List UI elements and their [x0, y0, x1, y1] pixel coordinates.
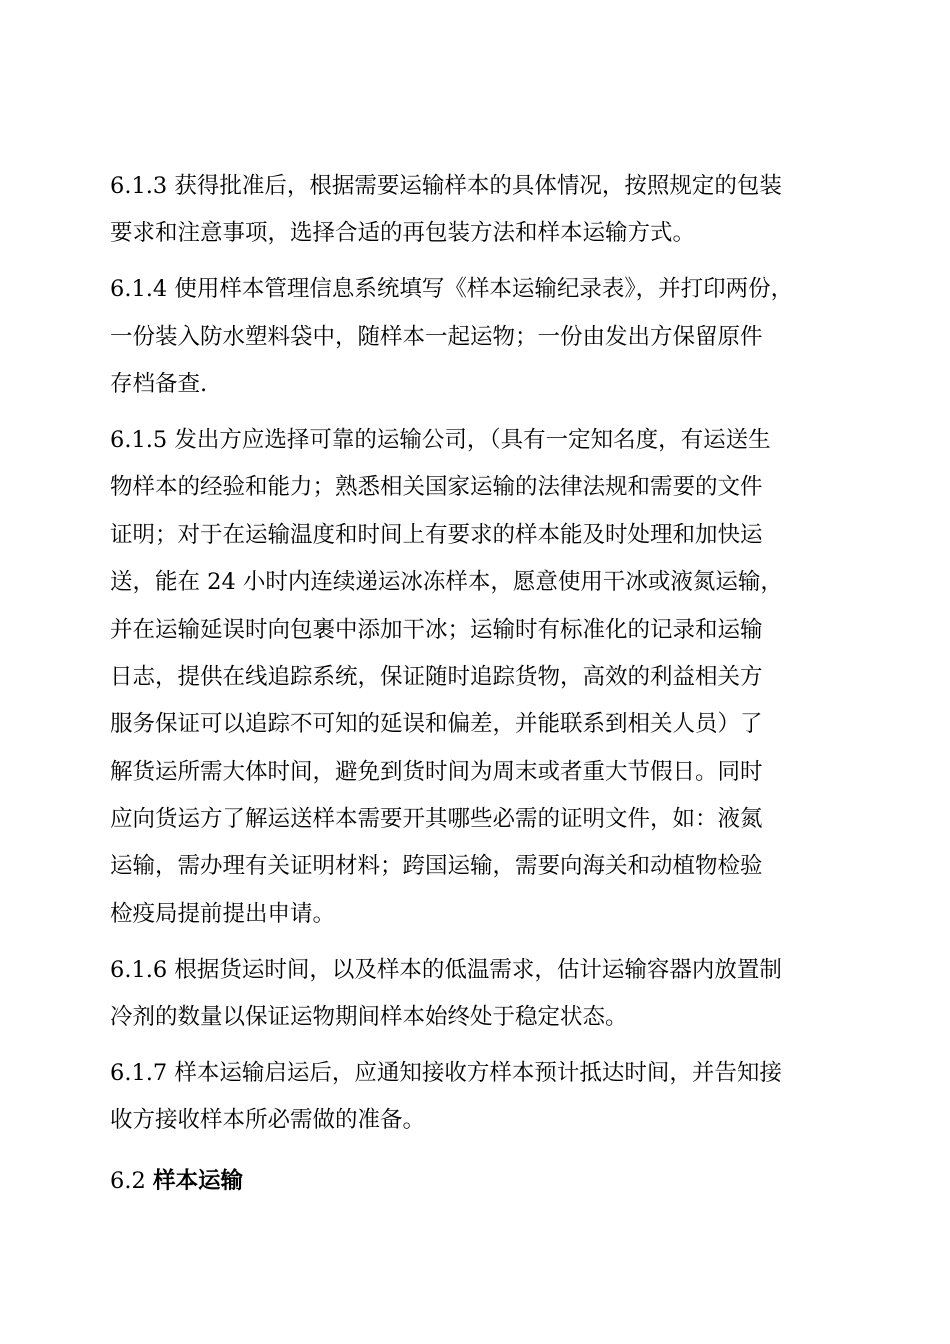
paragraph-6-1-7: [110, 1050, 840, 1145]
document-body: [110, 163, 840, 1206]
section-title: 样本运输: [152, 1168, 243, 1195]
text-line: 存档备查.: [110, 371, 208, 398]
text-line: 6.1.5 发出方应选择可靠的运输公司，（具有一定知名度，有运送生: [110, 426, 771, 453]
section-number: 6.2: [110, 1168, 146, 1195]
text-line: 解货运所需大体时间，避免到货时间为周末或者重大节假日。同时: [110, 758, 763, 785]
text-line: 要求和注意事项，选择合适的再包装方法和样本运输方式。: [110, 220, 696, 247]
text-line: 物样本的经验和能力；熟悉相关国家运输的法律法规和需要的文件: [110, 474, 763, 501]
text-line: 证明；对于在运输温度和时间上有要求的样本能及时处理和加快运: [110, 521, 763, 548]
paragraph-6-1-3: [110, 163, 840, 258]
text-line: 运输，需办理有关证明材料；跨国运输，需要向海关和动植物检验: [110, 853, 763, 880]
text-line: 6.1.4 使用样本管理信息系统填写《样本运输纪录表》，并打印两份，: [110, 276, 794, 303]
text-line: 检疫局提前提出申请。: [110, 900, 336, 927]
text-line: 6.1.3 获得批准后，根据需要运输样本的具体情况，按照规定的包装: [110, 173, 782, 199]
text-line: 6.1.6 根据货运时间，以及样本的低温需求，估计运输容器内放置制: [110, 956, 782, 983]
text-line: 一份装入防水塑料袋中，随样本一起运物；一份由发出方保留原件: [110, 323, 763, 350]
paragraph-6-1-6: [110, 947, 840, 1042]
paragraph-6-1-5: [110, 417, 840, 938]
text-line: 服务保证可以追踪不可知的延误和偏差，并能联系到相关人员）了: [110, 711, 763, 738]
text-line: 日志，提供在线追踪系统，保证随时追踪货物，高效的利益相关方: [110, 663, 763, 690]
text-line: 冷剂的数量以保证运物期间样本始终处于稳定状态。: [110, 1004, 628, 1031]
paragraph-6-1-4: [110, 266, 840, 408]
text-line: 送，能在 24 小时内连续递运冰冻样本，愿意使用干冰或液氮运输，: [110, 569, 783, 596]
section-heading-6-2: [110, 1158, 840, 1205]
text-line: 6.1.7 样本运输启运后，应通知接收方样本预计抵达时间，并告知接: [110, 1060, 782, 1087]
text-line: 并在运输延误时向包裹中添加干冰；运输时有标准化的记录和运输: [110, 616, 763, 643]
text-line: 收方接收样本所必需做的准备。: [110, 1107, 426, 1134]
text-line: 应向货运方了解运送样本需要开其哪些必需的证明文件，如：液氮: [110, 806, 763, 833]
